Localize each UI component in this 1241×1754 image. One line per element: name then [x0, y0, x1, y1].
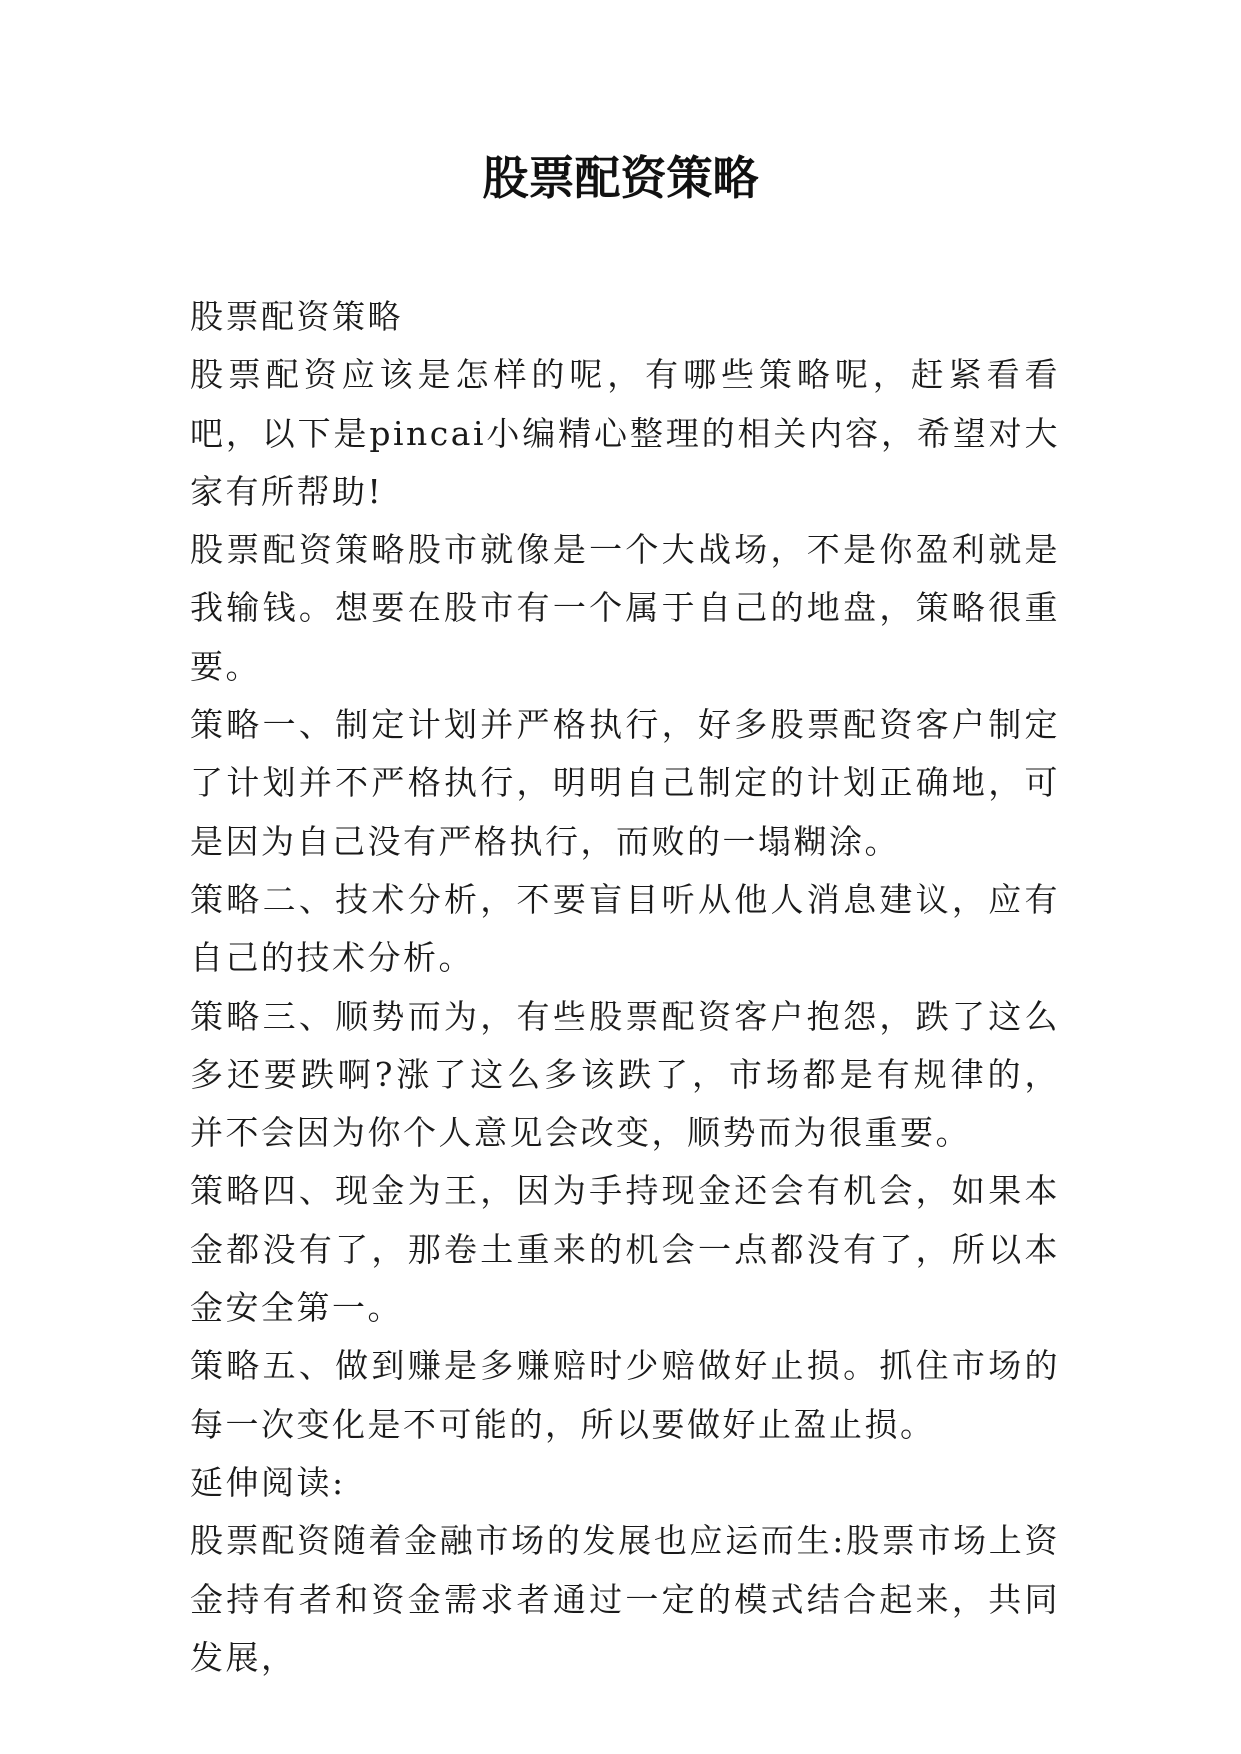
- paragraph-strategy-4: 策略四、现金为王，因为手持现金还会有机会，如果本金都没有了，那卷土重来的机会一点都没有了，所以本金安全第一。: [190, 1171, 1060, 1328]
- paragraph-subtitle: 股票配资策略: [190, 297, 403, 336]
- paragraph-strategy-5: 策略五、做到赚是多赚赔时少赔做好止损。抓住市场的每一次变化是不可能的，所以要做好止盈止损。: [190, 1346, 1060, 1444]
- paragraph-further-reading: 股票配资随着金融市场的发展也应运而生:股票市场上资金持有者和资金需求者通过一定的模式结合起来，共同发展，: [190, 1521, 1060, 1677]
- paragraph-strategy-3: 策略三、顺势而为，有些股票配资客户抱怨，跌了这么多还要跌啊?涨了这么多该跌了，市场都是有规律的，并不会因为你个人意见会改变，顺势而为很重要。: [190, 996, 1060, 1153]
- paragraph-further-reading-heading: 延伸阅读:: [190, 1462, 346, 1502]
- paragraph-strategy-2: 策略二、技术分析，不要盲目听从他人消息建议，应有自己的技术分析。: [190, 879, 1060, 978]
- paragraph-overview: 股票配资策略股市就像是一个大战场，不是你盈利就是我输钱。想要在股市有一个属于自己的地盘，策略很重要。: [190, 530, 1060, 686]
- document-body: [190, 288, 1060, 1687]
- document-title: 股票配资策略: [482, 151, 759, 205]
- paragraph-strategy-1: 策略一、制定计划并严格执行，好多股票配资客户制定了计划并不严格执行，明明自己制定的计划正确地，可是因为自己没有严格执行，而败的一塌糊涂。: [190, 705, 1060, 861]
- paragraph-intro: 股票配资应该是怎样的呢，有哪些策略呢，赶紧看看吧，以下是pincai小编精心整理的相关内容，希望对大家有所帮助!: [190, 355, 1060, 511]
